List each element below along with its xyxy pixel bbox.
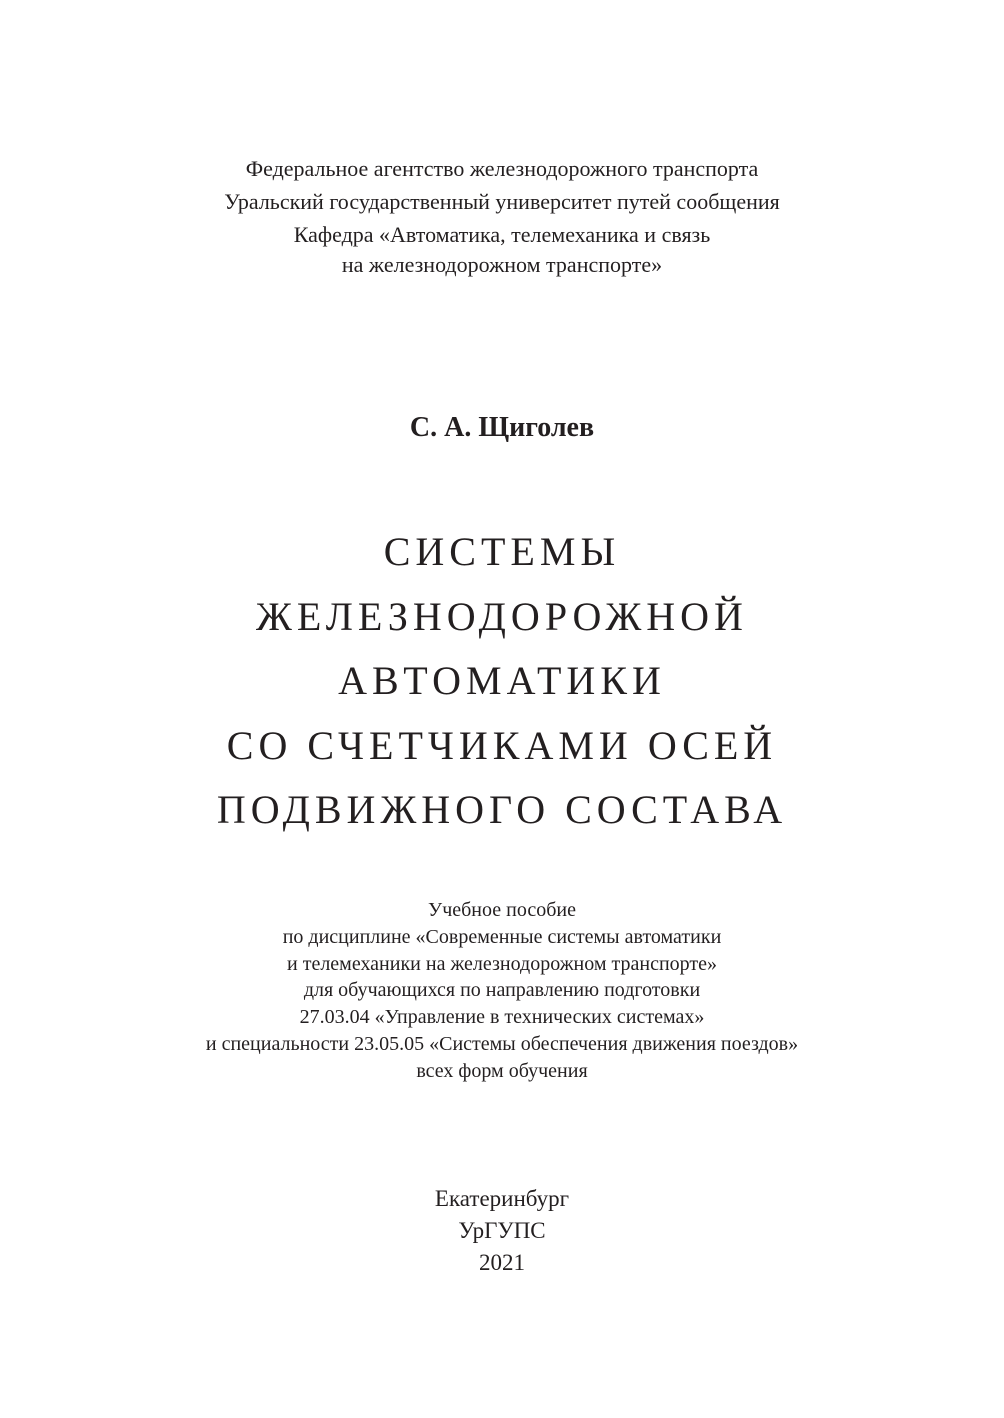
description-line: для обучающихся по направлению подготовки bbox=[303, 979, 701, 1002]
book-title bbox=[0, 520, 1004, 843]
book-description bbox=[0, 897, 1004, 1085]
title-line: СИСТЕМЫ bbox=[383, 529, 621, 574]
imprint bbox=[0, 1183, 1004, 1279]
author-name: С. А. Щиголев bbox=[409, 412, 595, 443]
title-line: ПОДВИЖНОГО СОСТАВА bbox=[216, 787, 788, 832]
title-line: АВТОМАТИКИ bbox=[338, 658, 666, 703]
description-line: по дисциплине «Современные системы автоматики bbox=[282, 925, 722, 948]
imprint-year: 2021 bbox=[479, 1250, 525, 1275]
description-line: всех форм обучения bbox=[416, 1059, 588, 1082]
organization-header bbox=[0, 152, 1004, 279]
organization-line: на железнодорожном транспорте» bbox=[341, 252, 663, 277]
organization-line: Федеральное агентство железнодорожного транспорта bbox=[245, 156, 759, 181]
title-line: ЖЕЛЕЗНОДОРОЖНОЙ bbox=[256, 593, 748, 639]
author bbox=[0, 408, 1004, 448]
description-line: Учебное пособие bbox=[428, 899, 576, 921]
imprint-publisher: УрГУПС bbox=[458, 1218, 546, 1243]
description-line: и специальности 23.05.05 «Системы обеспечения движения поездов» bbox=[205, 1032, 799, 1055]
title-line: СО СЧЕТЧИКАМИ ОСЕЙ bbox=[226, 722, 778, 768]
description-line: и телемеханики на железнодорожном транспорте» bbox=[287, 952, 717, 975]
imprint-city: Екатеринбург bbox=[434, 1186, 570, 1211]
organization-line: Кафедра «Автоматика, телемеханика и связь bbox=[293, 222, 711, 247]
organization-line: Уральский государственный университет путей сообщения bbox=[224, 189, 780, 214]
description-line: 27.03.04 «Управление в технических системах» bbox=[299, 1006, 705, 1029]
